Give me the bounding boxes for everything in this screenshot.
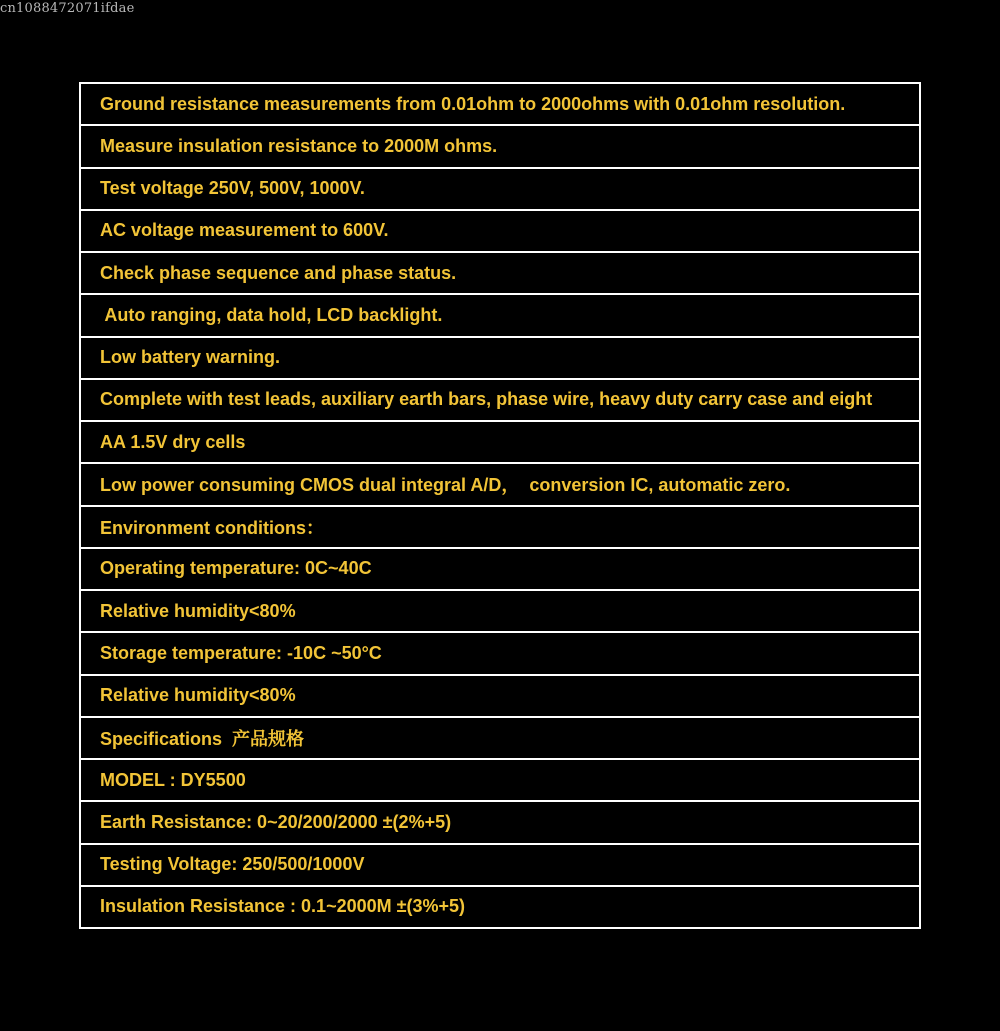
spec-cell: Operating temperature: 0C~40C — [80, 548, 920, 590]
spec-cell: Measure insulation resistance to 2000M ohms. — [80, 125, 920, 167]
spec-cell: AA 1.5V dry cells — [80, 421, 920, 463]
spec-cell: Earth Resistance: 0~20/200/2000 ±(2%+5) — [80, 801, 920, 843]
table-row — [80, 421, 920, 463]
spec-cell: Specifications 产品规格 — [80, 717, 920, 759]
table-row — [80, 168, 920, 210]
table-row — [80, 886, 920, 928]
spec-cell: MODEL : DY5500 — [80, 759, 920, 801]
table-row — [80, 632, 920, 674]
spec-cell: Low power consuming CMOS dual integral A/D， conversion IC, automatic zero. — [80, 463, 920, 505]
specifications-table — [79, 82, 921, 929]
table-row — [80, 294, 920, 336]
table-row — [80, 379, 920, 421]
table-row — [80, 675, 920, 717]
spec-cell: AC voltage measurement to 600V. — [80, 210, 920, 252]
spec-cell: Insulation Resistance : 0.1~2000M ±(3%+5) — [80, 886, 920, 928]
watermark-text: cn1088472071ifdae — [0, 1, 135, 16]
spec-cell: Testing Voltage: 250/500/1000V — [80, 844, 920, 886]
spec-cell: Relative humidity<80% — [80, 675, 920, 717]
spec-cell: Check phase sequence and phase status. — [80, 252, 920, 294]
table-row — [80, 252, 920, 294]
table-row — [80, 801, 920, 843]
table-row — [80, 506, 920, 548]
spec-cell: Auto ranging, data hold, LCD backlight. — [80, 294, 920, 336]
table-row — [80, 210, 920, 252]
table-row — [80, 337, 920, 379]
table-row — [80, 759, 920, 801]
spec-cell: Complete with test leads, auxiliary earth bars, phase wire, heavy duty carry case and eight — [80, 379, 920, 421]
table-row — [80, 548, 920, 590]
spec-cell: Relative humidity<80% — [80, 590, 920, 632]
spec-cell: Environment conditions： — [80, 506, 920, 548]
spec-cell: Test voltage 250V, 500V, 1000V. — [80, 168, 920, 210]
spec-cell: Low battery warning. — [80, 337, 920, 379]
table-row — [80, 590, 920, 632]
spec-cell: Ground resistance measurements from 0.01ohm to 2000ohms with 0.01ohm resolution. — [80, 83, 920, 125]
table-row — [80, 83, 920, 125]
table-row — [80, 717, 920, 759]
table-row — [80, 463, 920, 505]
spec-cell: Storage temperature: -10C ~50°C — [80, 632, 920, 674]
table-row — [80, 125, 920, 167]
table-row — [80, 844, 920, 886]
